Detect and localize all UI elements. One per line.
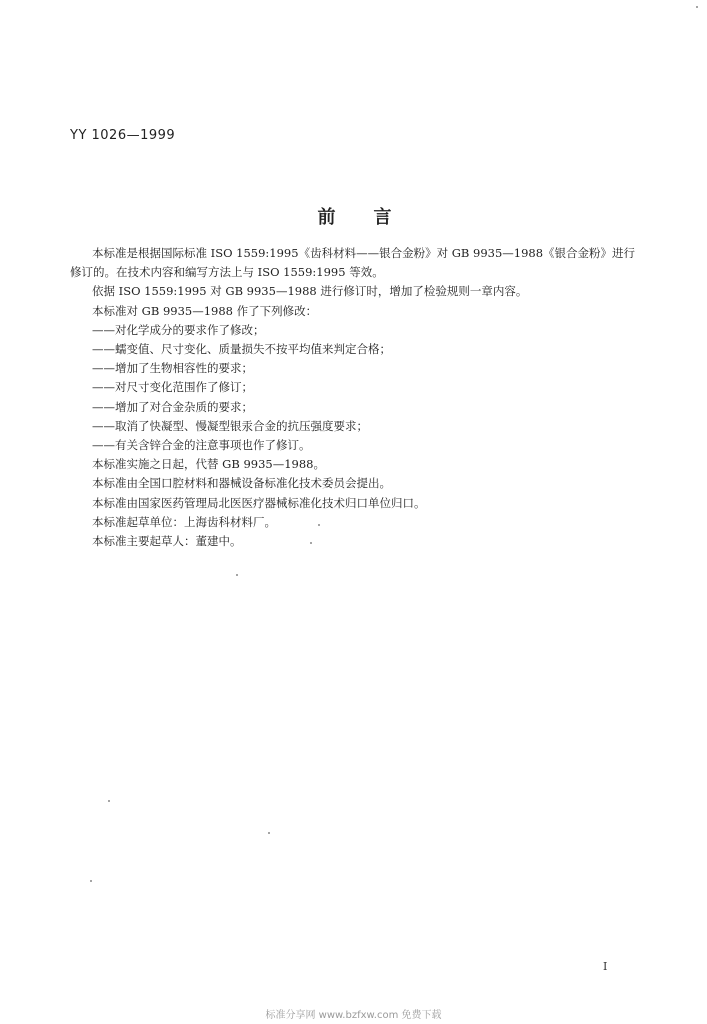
- scan-speck: [236, 574, 238, 576]
- paragraph-modifications-lead: 本标准对 GB 9935—1988 作了下列修改：: [92, 303, 318, 318]
- paragraph-administrator: 本标准由国家医药管理局北医医疗器械标准化技术归口单位归口。: [92, 495, 426, 510]
- paragraph-revision-basis: 依据 ISO 1559:1995 对 GB 9935—1988 进行修订时，增加了检验规则一章内容。: [92, 284, 528, 299]
- modification-item: ——取消了快凝型、慢凝型银汞合金的抗压强度要求；: [92, 418, 368, 433]
- page-title: 前言: [317, 207, 430, 228]
- scan-speck: [318, 524, 320, 526]
- watermark-text: 标准分享网 www.bzfxw.com 免费下载: [265, 1010, 442, 1021]
- modification-item: ——增加了对合金杂质的要求；: [92, 399, 253, 414]
- paragraph-intro: 本标准是根据国际标准 ISO 1559:1995《齿科材料——银合金粉》对 GB 9935—1988《银合金粉》进行修订的。在技术内容和编写方法上与 ISO 1559:1995 等效。: [70, 246, 636, 280]
- modification-item: ——对尺寸变化范围作了修订；: [92, 380, 253, 395]
- paragraph-proposer: 本标准由全国口腔材料和器械设备标准化技术委员会提出。: [92, 476, 391, 491]
- modification-item: ——有关含锌合金的注意事项也作了修订。: [92, 438, 311, 453]
- scan-speck: [310, 542, 312, 544]
- scan-speck: [90, 880, 92, 882]
- paragraph-replacement: 本标准实施之日起，代替 GB 9935—1988。: [92, 457, 325, 472]
- scan-speck: [696, 6, 698, 8]
- modification-item: ——增加了生物相容性的要求；: [92, 361, 253, 376]
- foreword-body: [70, 244, 636, 551]
- page-number: I: [603, 960, 608, 973]
- modification-item: ——蠕变值、尺寸变化、质量损失不按平均值来判定合格；: [92, 342, 391, 357]
- modification-item: ——对化学成分的要求作了修改；: [92, 322, 265, 337]
- standard-code: YY 1026—1999: [70, 128, 176, 143]
- scan-speck: [268, 832, 270, 834]
- scan-speck: [108, 800, 110, 802]
- paragraph-drafters: 本标准主要起草人：董建中。: [92, 534, 242, 549]
- paragraph-drafting-unit: 本标准起草单位：上海齿科材料厂。: [92, 514, 276, 529]
